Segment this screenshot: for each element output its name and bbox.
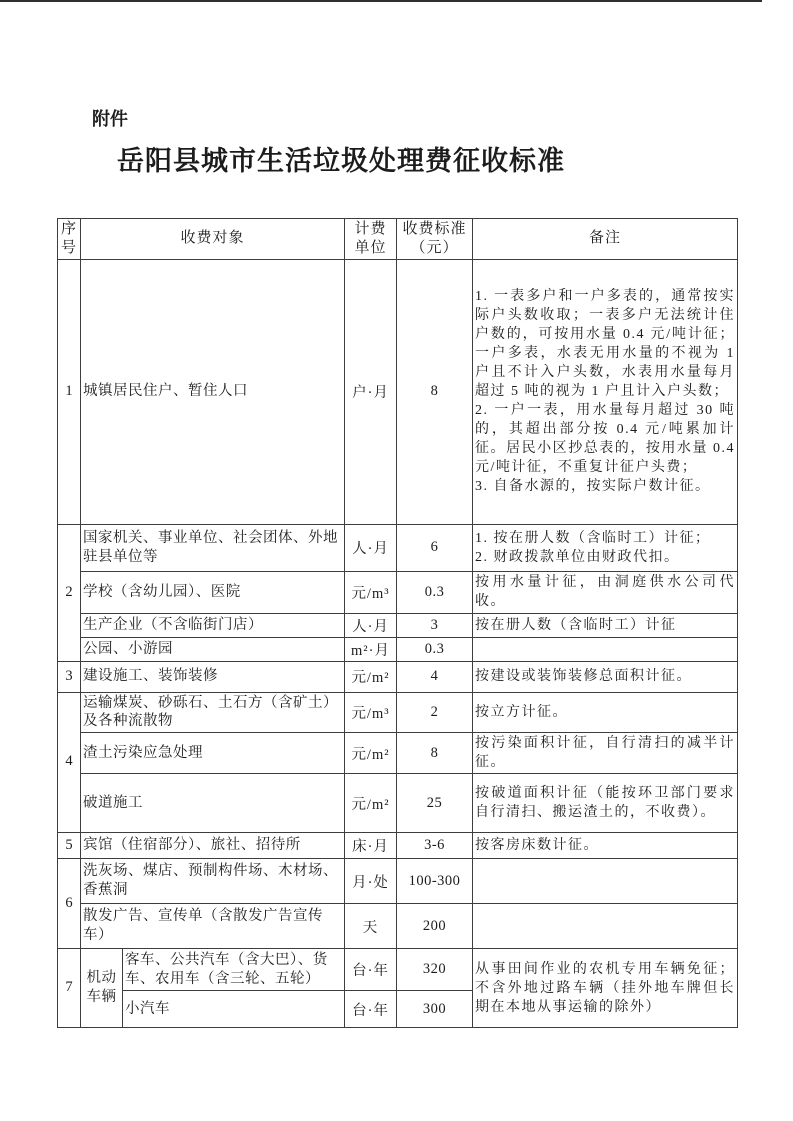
row2a-remark: 1. 按在册人数（含临时工）计征； 2. 财政拨款单位由财政代扣。 <box>473 524 738 571</box>
row7b-unit: 台·年 <box>345 991 397 1028</box>
row5-remark: 按客房床数计征。 <box>473 833 738 859</box>
table-row <box>58 733 738 774</box>
row2b-standard: 0.3 <box>397 571 473 613</box>
table-row <box>58 949 738 991</box>
row4b-remark: 按污染面积计征，自行清扫的减半计征。 <box>473 733 738 774</box>
table-row <box>58 524 738 571</box>
row2c-remark: 按在册人数（含临时工）计征 <box>473 613 738 637</box>
table-row <box>58 692 738 733</box>
row2d-standard: 0.3 <box>397 637 473 661</box>
row3-standard: 4 <box>397 661 473 692</box>
row2d-unit: m²·月 <box>345 637 397 661</box>
row6a-target: 洗灰场、煤店、预制构件场、木材场、香蕉洞 <box>81 859 345 904</box>
row3-no: 3 <box>58 661 81 692</box>
row7-remark: 从事田间作业的农机专用车辆免征；不含外地过路车辆（挂外地车牌但长期在本地从事运输的除外） <box>473 949 738 1028</box>
row6a-unit: 月·处 <box>345 859 397 904</box>
row4c-unit: 元/m² <box>345 774 397 833</box>
row6a-standard: 100-300 <box>397 859 473 904</box>
row7b-standard: 300 <box>397 991 473 1028</box>
row6b-target: 散发广告、宣传单（含散发广告宣传车） <box>81 904 345 949</box>
row6-no: 6 <box>58 859 81 949</box>
row5-target: 宾馆（住宿部分）、旅社、招待所 <box>81 833 345 859</box>
row4a-remark: 按立方计征。 <box>473 692 738 733</box>
table-row <box>58 661 738 692</box>
row4b-standard: 8 <box>397 733 473 774</box>
row5-standard: 3-6 <box>397 833 473 859</box>
table-header-row <box>58 219 738 260</box>
row2b-remark: 按用水量计征，由洞庭供水公司代收。 <box>473 571 738 613</box>
row2d-remark <box>473 637 738 661</box>
table-row <box>58 259 738 524</box>
table-row <box>58 833 738 859</box>
col-header-target: 收费对象 <box>81 219 345 260</box>
row4c-standard: 25 <box>397 774 473 833</box>
table-row <box>58 859 738 904</box>
table-row <box>58 637 738 661</box>
row6b-standard: 200 <box>397 904 473 949</box>
row1-target: 城镇居民住户、暂住人口 <box>81 259 345 524</box>
row4a-standard: 2 <box>397 692 473 733</box>
row2c-standard: 3 <box>397 613 473 637</box>
row7a-unit: 台·年 <box>345 949 397 991</box>
table-row <box>58 904 738 949</box>
row2a-target: 国家机关、事业单位、社会团体、外地驻县单位等 <box>81 524 345 571</box>
row1-remark: 1. 一表多户和一户多表的，通常按实际户头数收取；一表多户无法统计住户数的，可按用水量 0.4 元/吨计征；一户多表，水表无用水量的不视为 1 户且不计入户头数，水表用水量每月超过 5 吨的视为 1 户且计入户头数； 2. 一户一表，用水量每月超过 30 吨的，其超出部分按 0.4 元/吨累加计征。居民小区抄总表的，按用水量 0.4 元/吨计征，不重复计征户头费； 3. 自备水源的，按实际户数计征。 <box>473 259 738 524</box>
row7a-target: 客车、公共汽车（含大巴）、货车、农用车（含三轮、五轮） <box>123 949 345 991</box>
page-title: 岳阳县城市生活垃圾处理费征收标准 <box>117 146 565 176</box>
row2a-standard: 6 <box>397 524 473 571</box>
row6b-unit: 天 <box>345 904 397 949</box>
row2c-target: 生产企业（不含临街门店） <box>81 613 345 637</box>
row2c-unit: 人·月 <box>345 613 397 637</box>
col-header-no: 序号 <box>58 219 81 260</box>
col-header-standard: 收费标准 （元） <box>397 219 473 260</box>
row6b-remark <box>473 904 738 949</box>
row7-group-label: 机动车辆 <box>81 949 123 1028</box>
col-header-remark: 备注 <box>473 219 738 260</box>
row3-remark: 按建设或装饰装修总面积计征。 <box>473 661 738 692</box>
row2d-target: 公园、小游园 <box>81 637 345 661</box>
row4-no: 4 <box>58 692 81 833</box>
scan-artifact-line <box>0 0 762 2</box>
row7b-target: 小汽车 <box>123 991 345 1028</box>
row1-no: 1 <box>58 259 81 524</box>
row3-target: 建设施工、装饰装修 <box>81 661 345 692</box>
row2b-target: 学校（含幼儿园）、医院 <box>81 571 345 613</box>
row4a-target: 运输煤炭、砂砾石、土石方（含矿土）及各种流散物 <box>81 692 345 733</box>
row1-standard: 8 <box>397 259 473 524</box>
row4c-remark: 按破道面积计征（能按环卫部门要求自行清扫、搬运渣土的，不收费）。 <box>473 774 738 833</box>
row7a-standard: 320 <box>397 949 473 991</box>
row3-unit: 元/m² <box>345 661 397 692</box>
table-row <box>58 613 738 637</box>
row5-unit: 床·月 <box>345 833 397 859</box>
row5-no: 5 <box>58 833 81 859</box>
row6a-remark <box>473 859 738 904</box>
table-row <box>58 571 738 613</box>
col-header-unit: 计费 单位 <box>345 219 397 260</box>
row2-no: 2 <box>58 524 81 661</box>
fee-standard-table <box>57 218 738 1028</box>
row4a-unit: 元/m³ <box>345 692 397 733</box>
row7-no: 7 <box>58 949 81 1028</box>
row4b-target: 渣土污染应急处理 <box>81 733 345 774</box>
row2b-unit: 元/m³ <box>345 571 397 613</box>
row4b-unit: 元/m² <box>345 733 397 774</box>
row4c-target: 破道施工 <box>81 774 345 833</box>
table-row <box>58 774 738 833</box>
row1-unit: 户·月 <box>345 259 397 524</box>
row2a-unit: 人·月 <box>345 524 397 571</box>
attachment-label: 附件 <box>92 109 128 129</box>
